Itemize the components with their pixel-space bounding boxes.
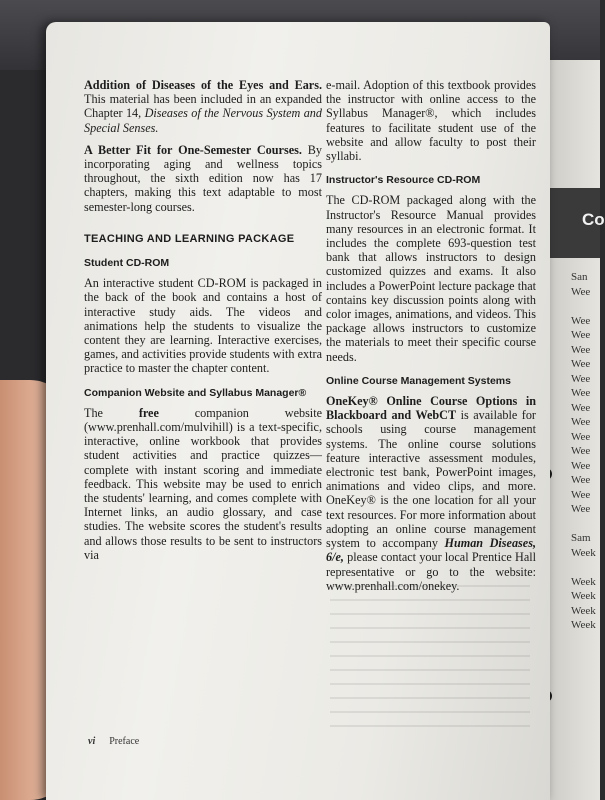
subheading: Student CD-ROM <box>84 257 170 270</box>
paragraph-text: is available for schools using course management systems. The online course solutions feature interactive assessment modules, electronic test bank, PowerPoint images, animations and video clips, and more. OneKey® is the one location for all your text resources. For more information about adopting an online course management system to accompany <box>326 408 536 551</box>
paragraph-text: please contact your local Prentice Hall representative or go to the website: www.prenhall.com/onekey. <box>326 550 536 593</box>
list-item: Wee <box>571 285 591 298</box>
paragraph-text: The <box>84 405 139 420</box>
list-item: Wee <box>571 372 591 385</box>
list-item <box>571 299 601 314</box>
chapter-title: Diseases of the Nervous System and Special Senses. <box>84 106 322 135</box>
list-item: Wee <box>571 314 591 327</box>
subheading: Online Course Management Systems <box>326 374 511 387</box>
page-number: vi <box>88 736 96 747</box>
paragraph-lead: Addition of Diseases of the Eyes and Ears. <box>84 78 322 92</box>
paragraph <box>326 394 536 593</box>
right-page-list <box>571 270 601 633</box>
list-item: Wee <box>571 445 591 457</box>
list-item: Week <box>571 604 596 617</box>
list-item: Wee <box>571 488 591 501</box>
paragraph-text: An interactive student CD-ROM is packaged in the back of the book and contains a host of interactive study aids. The videos and animations help the students to visualize the content they are learning. Interactive exercises, games, and activities provide students with extra practice to master the chapter content. <box>84 276 322 376</box>
paragraph-text: companion website (www.prenhall.com/mulvihill) is a text-specific, interactive, online workbook that provides student activities and practice quizzes—complete with instant scoring and immediate feedback. This website may be used to enrich the students' learning, and comes complete with Internet links, an audio glossary, and case studies. The website scores the student's results and allows those results to be sent to instructors via <box>84 405 322 562</box>
section-heading: TEACHING AND LEARNING PACKAGE <box>84 232 295 245</box>
list-item: Wee <box>571 358 591 370</box>
paragraph <box>84 143 322 214</box>
list-item: Wee <box>571 329 591 341</box>
list-item: Wee <box>571 430 591 443</box>
list-item: Week <box>571 619 596 631</box>
list-item: Week <box>571 546 596 559</box>
bleed-through-text <box>330 585 530 735</box>
paragraph-text: e-mail. Adoption of this textbook provides the instructor with online access to the Syllabus Manager®, which includes features to facilitate student use of the website and allow faculty to post their syllabi. <box>326 78 536 164</box>
list-item <box>571 517 601 532</box>
list-item: Wee <box>571 401 591 414</box>
paragraph-text: The CD-ROM packaged along with the Instructor's Resource Manual provides many resources in an electronic format. It includes the complete 693-question test bank that allows instructors to design customized quizzes and exams. It also includes a PowerPoint lecture package that contains key discussion points along with color images, animations, and videos. This package allows instructors to customize the materials to meet their specific course needs. <box>326 193 536 364</box>
list-item: Wee <box>571 387 591 399</box>
list-item: Week <box>571 575 596 588</box>
list-item: Wee <box>571 474 591 486</box>
list-item: Wee <box>571 459 591 472</box>
list-item: Wee <box>571 416 591 428</box>
emphasis: free <box>138 405 159 420</box>
paragraph-text: By incorporating aging and wellness topics throughout, the sixth edition now has 17 chapters, making this text adaptable to most semester-long courses. <box>84 142 322 214</box>
list-item: Sam <box>571 532 591 544</box>
subheading: Instructor's Resource CD-ROM <box>326 174 481 187</box>
left-column <box>84 78 322 570</box>
paragraph-lead: A Better Fit for One-Semester Courses. <box>84 142 302 157</box>
paragraph <box>84 78 322 135</box>
list-item: Wee <box>571 503 591 515</box>
footer-label: Preface <box>109 736 140 747</box>
right-page-header: Co <box>540 188 600 258</box>
paragraph <box>84 406 322 562</box>
page-footer <box>88 736 139 747</box>
right-column <box>326 78 536 601</box>
list-item: San <box>571 271 588 283</box>
list-item: Wee <box>571 343 591 356</box>
subheading: Companion Website and Syllabus Manager® <box>84 386 307 399</box>
list-item: Week <box>571 590 596 602</box>
paragraph-lead: OneKey® Online Course Options in Blackboard and WebCT <box>326 394 536 423</box>
paragraph-text: This material has been included in an expanded Chapter 14, <box>84 92 322 121</box>
book-title: Human Diseases, 6/e, <box>326 536 536 565</box>
list-item <box>571 560 601 575</box>
